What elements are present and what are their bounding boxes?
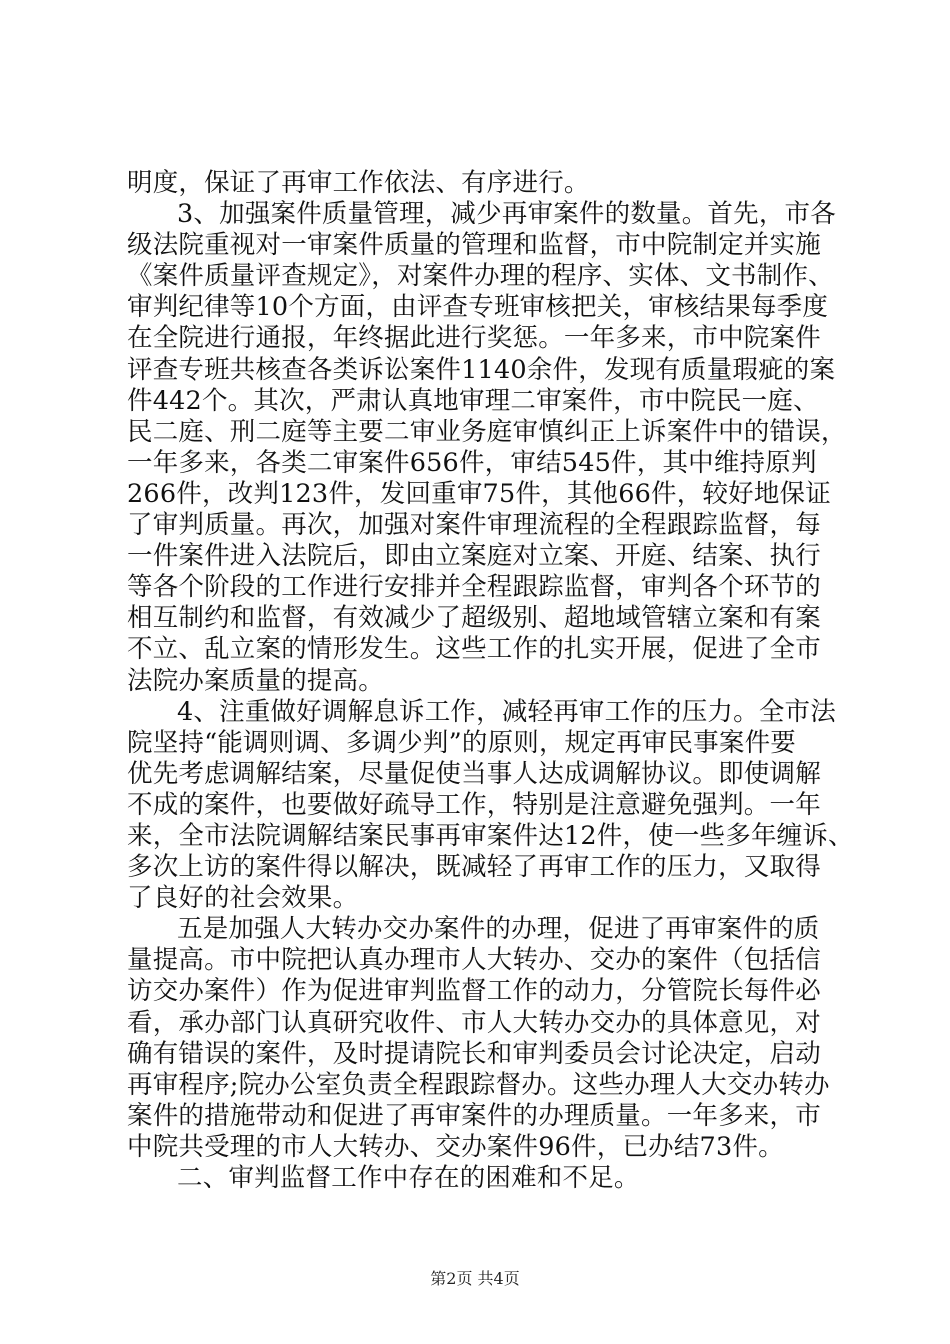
text-line: 院坚持“能调则调、多调少判”的原则，规定再审民事案件要 — [127, 727, 796, 758]
text-line: 五是加强人大转办交办案件的办理，促进了再审案件的质 — [177, 914, 820, 945]
text-line: 了审判质量。再次，加强对案件审理流程的全程跟踪监督，每 — [127, 510, 821, 541]
text-line: 不立、乱立案的情形发生。这些工作的扎实开展，促进了全市 — [127, 634, 821, 665]
text-line: 案件的措施带动和促进了再审案件的办理质量。一年多来，市 — [127, 1100, 821, 1131]
text-line: 优先考虑调解结案，尽量促使当事人达成调解协议。即使调解 — [127, 758, 821, 789]
text-line: 审判纪律等10个方面，由评查专班审核把关，审核结果每季度 — [127, 292, 829, 323]
text-line: 看，承办部门认真研究收件、市人大转办交办的具体意见，对 — [127, 1007, 821, 1038]
page-footer — [0, 1268, 950, 1290]
text-line: 不成的案件，也要做好疏导工作，特别是注意避免强判。一年 — [127, 789, 821, 820]
text-line: 级法院重视对一审案件质量的管理和监督，市中院制定并实施 — [127, 230, 821, 261]
text-line: 明度，保证了再审工作依法、有序进行。 — [127, 168, 590, 198]
text-line: 4、注重做好调解息诉工作，减轻再审工作的压力。全市法 — [177, 696, 836, 727]
text-line: 了良好的社会效果。 — [127, 883, 359, 914]
text-line: 件442个。其次，严肃认真地审理二审案件，市中院民一庭、 — [127, 385, 819, 416]
page-number-label: 第2页 共4页 — [430, 1269, 520, 1288]
text-line: 民二庭、刑二庭等主要二审业务庭审慎纠正上诉案件中的错误， — [127, 416, 847, 447]
text-line: 3、加强案件质量管理，减少再审案件的数量。首先，市各 — [177, 199, 836, 230]
text-line: 一年多来，各类二审案件656件，审结545件，其中维持原判 — [127, 447, 817, 478]
text-line: 访交办案件）作为促进审判监督工作的动力，分管院长每件必 — [127, 976, 821, 1007]
text-line: 确有错误的案件，及时提请院长和审判委员会讨论决定，启动 — [127, 1038, 821, 1069]
text-line: 评查专班共核查各类诉讼案件1140余件，发现有质量瑕疵的案 — [127, 354, 836, 385]
text-line: 相互制约和监督，有效减少了超级别、超地域管辖立案和有案 — [127, 603, 821, 634]
text-line: 法院办案质量的提高。 — [127, 665, 385, 696]
text-line: 《案件质量评查规定》，对案件办理的程序、实体、文书制作、 — [127, 261, 834, 292]
text-line: 再审程序;院办公室负责全程跟踪督办。这些办理人大交办转办 — [127, 1069, 830, 1100]
text-line: 266件，改判123件，发回重审75件，其他66件，较好地保证 — [127, 478, 831, 509]
text-line: 在全院进行通报，年终据此进行奖惩。一年多来，市中院案件 — [127, 323, 821, 354]
text-line: 量提高。市中院把认真办理市人大转办、交办的案件（包括信 — [127, 945, 821, 976]
text-line: 多次上访的案件得以解决，既减轻了再审工作的压力，又取得 — [127, 852, 821, 883]
text-line: 来，全市法院调解结案民事再审案件达12件，使一些多年缠诉、 — [127, 820, 854, 851]
text-line: 等各个阶段的工作进行安排并全程跟踪监督，审判各个环节的 — [127, 572, 821, 603]
text-line: 二、审判监督工作中存在的困难和不足。 — [177, 1163, 640, 1193]
text-line: 一件案件进入法院后，即由立案庭对立案、开庭、结案、执行 — [127, 541, 821, 572]
document-body — [127, 168, 854, 1194]
text-line: 中院共受理的市人大转办、交办案件96件，已办结73件。 — [127, 1131, 784, 1162]
